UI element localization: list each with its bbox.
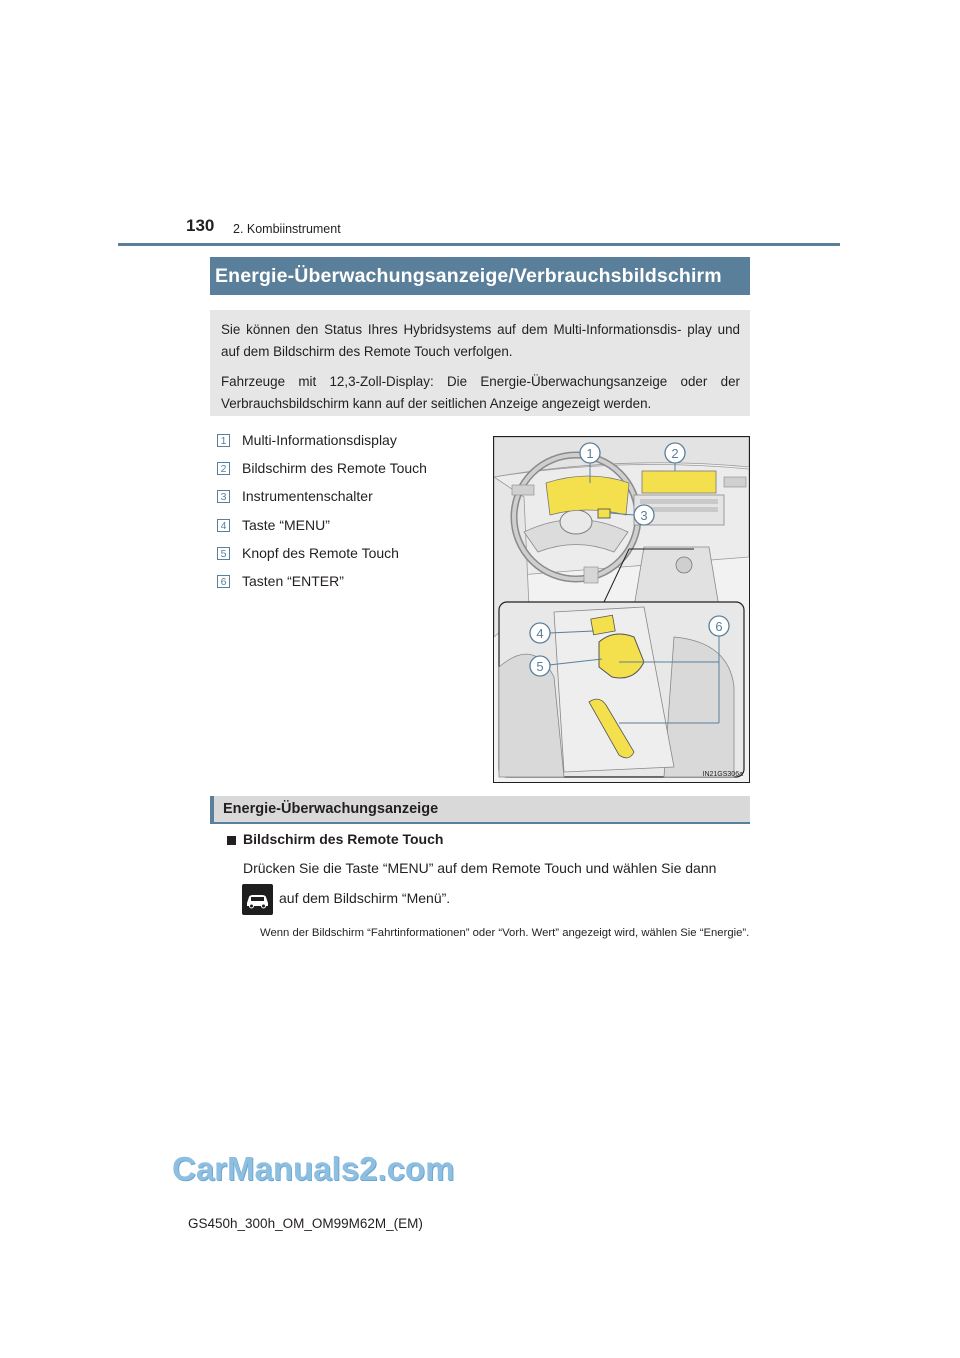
callout-3-number: 3 [640, 508, 648, 523]
callout-6-number: 6 [715, 619, 723, 634]
chapter-title: 2. Kombiinstrument [233, 222, 341, 236]
callout-4 [530, 623, 550, 643]
watermark: CarManuals2.com [172, 1150, 455, 1187]
legend-item [217, 545, 477, 573]
intro-paragraph-2: Fahrzeuge mit 12,3-Zoll-Display: Die Energie-Überwachungsanzeige oder der Verbrauchsbildschirm kann auf der seitlichen Anzeige angezeigt werden. [221, 374, 740, 411]
note-text: Wenn der Bildschirm “Fahrtinformationen” oder “Vorh. Wert” angezeigt wird, wählen Sie “Energie”. [260, 927, 750, 939]
car-icon [242, 884, 273, 915]
legend-item [217, 460, 477, 488]
figure-code: IN21GS306a [702, 771, 743, 778]
callout-3 [634, 505, 654, 525]
callout-2 [665, 443, 685, 463]
intro-paragraph-1: Sie können den Status Ihres Hybridsystems auf dem Multi-Informationsdis- play und auf dem Bildschirm des Remote Touch verfolgen. [221, 322, 740, 359]
number-badge: 2 [217, 462, 230, 475]
number-badge: 4 [217, 519, 230, 532]
legend-label: Taste “MENU” [242, 516, 330, 533]
legend-label: Multi-Informationsdisplay [242, 432, 397, 448]
legend-item [217, 517, 477, 545]
legend-label: Instrumentenschalter [242, 488, 373, 505]
legend-item [217, 573, 477, 601]
legend-label: Knopf des Remote Touch [242, 544, 399, 561]
callout-1 [580, 443, 600, 463]
intro-box [210, 310, 750, 416]
body-text-line-2: auf dem Bildschirm “Menü”. [279, 890, 451, 906]
dashboard-illustration [494, 437, 749, 782]
callout-1-number: 1 [586, 446, 594, 461]
dashboard-figure [493, 436, 750, 783]
subsection-heading: Bildschirm des Remote Touch [243, 831, 444, 847]
page-number: 130 [186, 216, 215, 235]
number-badge: 5 [217, 547, 230, 560]
callout-5 [530, 656, 550, 676]
callout-6 [709, 616, 729, 636]
figure-legend [217, 432, 477, 601]
footer-code: GS450h_300h_OM_OM99M62M_(EM) [188, 1216, 423, 1231]
number-badge: 6 [217, 575, 230, 588]
legend-label: Tasten “ENTER” [242, 572, 344, 589]
square-bullet-icon [227, 836, 236, 845]
number-badge: 1 [217, 434, 230, 447]
callout-4-number: 4 [536, 626, 544, 641]
header-divider [118, 243, 840, 246]
legend-item [217, 488, 477, 516]
car-icon-graphic [242, 884, 273, 915]
subsection-title: Energie-Überwachungsanzeige [210, 796, 750, 824]
legend-label: Bildschirm des Remote Touch [242, 460, 427, 477]
callout-5-number: 5 [536, 659, 544, 674]
body-text-line-1: Drücken Sie die Taste “MENU” auf dem Remote Touch und wählen Sie dann [243, 860, 717, 876]
number-badge: 3 [217, 490, 230, 503]
section-title: Energie-Überwachungsanzeige/Verbrauchsbildschirm [210, 257, 750, 295]
legend-item [217, 432, 477, 460]
callout-2-number: 2 [671, 446, 679, 461]
